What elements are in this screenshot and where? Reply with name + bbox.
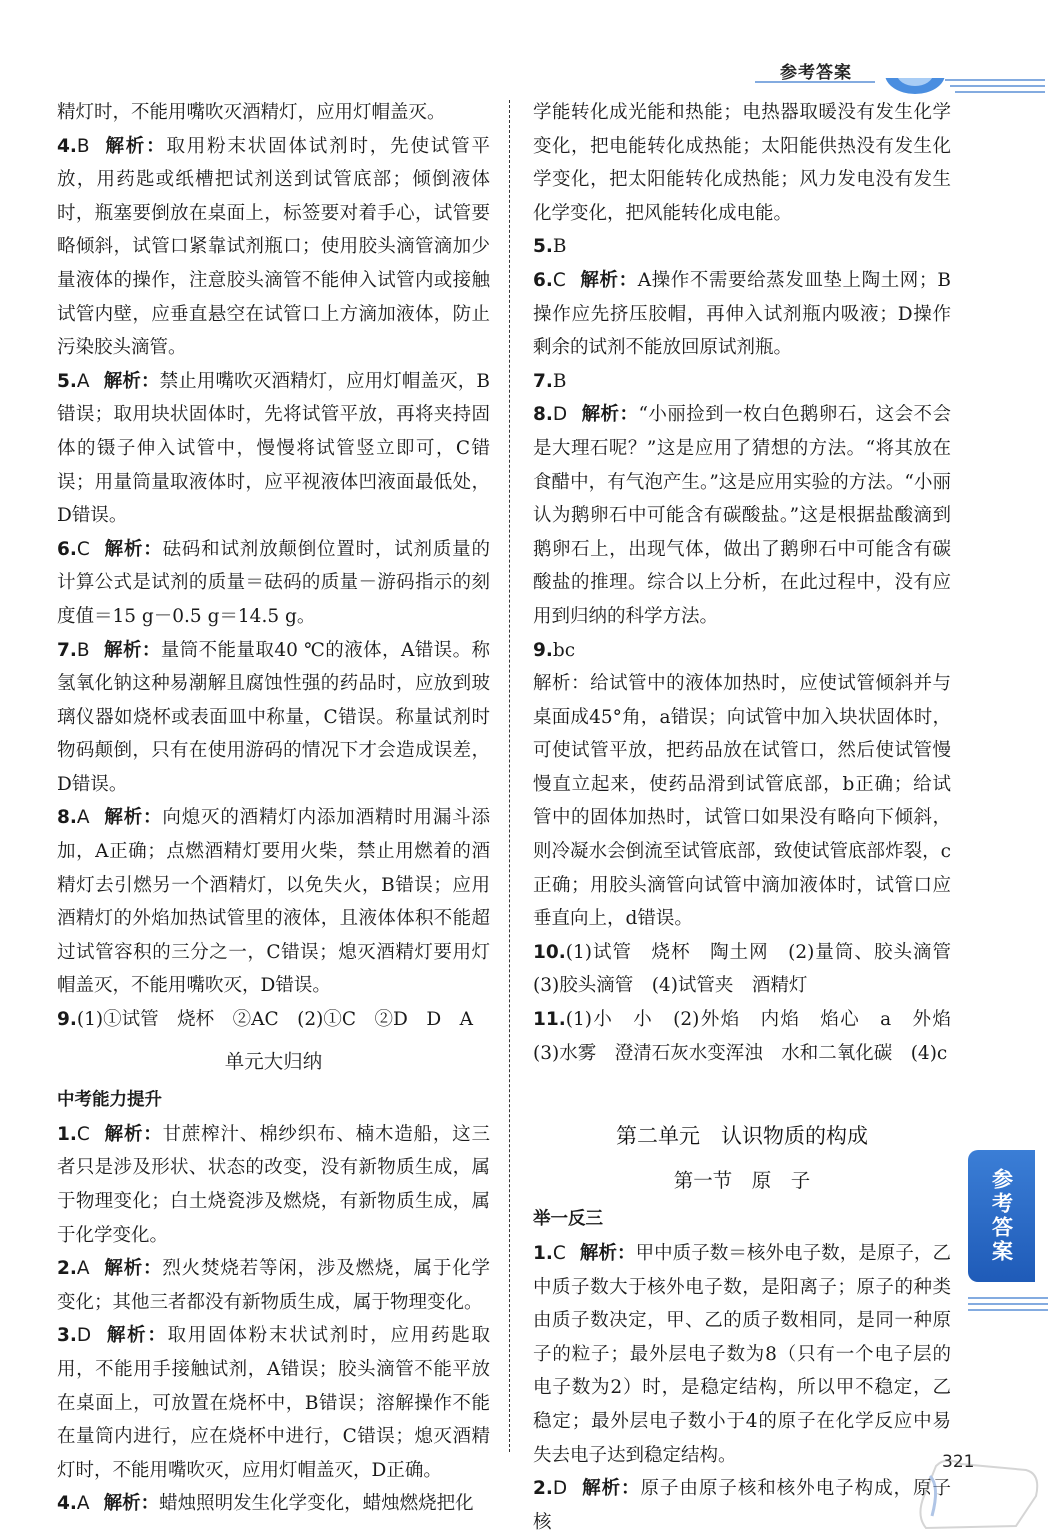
item-answer: D (76, 1325, 92, 1347)
answer-item (57, 1003, 490, 1037)
section-title: 单元大归纳 (224, 1049, 323, 1073)
item-number: 11. (533, 1009, 566, 1031)
item-analysis-label: 解析： (103, 807, 163, 829)
item-analysis-label: 解析： (579, 1243, 636, 1264)
item-analysis-text: 取用固体粉末状试剂时，应用药匙取用，不能用手接触试剂，A错误；胶头滴管不能平放在桌面上，可放置在烧杯中，B错误；溶解操作不能在量筒内进行，应在烧杯中进行，C错误；熄灭酒精灯时，不能用嘴吹灭，应用灯帽盖灭，D正确。 (57, 1325, 490, 1481)
item-answer: C (552, 1243, 566, 1264)
item-number: 5. (533, 236, 553, 258)
answer-item (57, 365, 490, 533)
column-divider (509, 100, 510, 1452)
item-number: 4. (57, 1493, 77, 1515)
item-answer-text: (1)小 小 (2)外焰 内焰 焰心 a 外焰 (3)水雾 澄清石灰水变浑浊 水和二氧化碳 (4)c (533, 1009, 970, 1064)
continued-text: 精灯时，不能用嘴吹灭酒精灯，应用灯帽盖灭。 (57, 102, 446, 123)
answer-item (533, 634, 951, 668)
item-analysis-label: 解析： (103, 639, 161, 661)
item-number: 7. (57, 639, 77, 661)
item-number: 1. (57, 1123, 77, 1145)
continued-text: 解析：给试管中的液体加热时，应使试管倾斜并与桌面成45°角，a错误；向试管中加入块状固体时，可使试管平放，把药品放在试管口，然后使试管慢慢直立起来，使药品滑到试管底部，b正确；给试管中的固体加热时，试管口如果没有略向下倾斜，则冷凝水会倒流至试管底部，致使试管底部炸裂，c正确；用胶头滴管向试管中滴加液体时，试管口应垂直向上，d错误。 (533, 673, 951, 930)
item-answer-text: (1)①试管 烧杯 ②AC (2)①C ②D D A (76, 1009, 474, 1031)
item-number: 7. (533, 370, 553, 392)
item-analysis-label: 解析： (103, 1493, 160, 1515)
item-answer-text: B (552, 236, 567, 258)
answer-item (533, 1003, 970, 1070)
item-analysis-text: 烈火焚烧若等闲，涉及燃烧，属于化学变化；其他三者都没有新物质生成，属于物理变化。 (57, 1258, 490, 1313)
item-answer-text: (1)试管 烧杯 陶土网 (2)量筒、胶头滴管 (3)胶头滴管 (4)试管夹 酒精灯 (533, 941, 970, 997)
item-answer: D (552, 1478, 568, 1500)
answer-item (533, 398, 951, 633)
item-answer: A (76, 807, 90, 829)
item-answer: A (76, 1258, 90, 1280)
answer-item (533, 264, 951, 365)
answer-item (57, 130, 490, 365)
item-analysis-label: 解析： (105, 1325, 168, 1347)
item-analysis-text: 量筒不能量取40 ℃的液体，A错误。称氢氧化钠这种易潮解且腐蚀性强的药品时，应放到玻璃仪器如烧杯或表面皿中称量，C错误。称量试剂时物码颠倒，只有在使用游码的情况下才会造成误差，D错误。 (57, 639, 490, 795)
side-tab-rule-icon (968, 1296, 1048, 1316)
item-analysis-text: 禁止用嘴吹灭酒精灯，应用灯帽盖灭，B错误；取用块状固体时，先将试管平放，再将夹持固体的镊子伸入试管中，慢慢将试管竖立即可，C错误；用量筒量取液体时，应平视液体凹液面最低处，D错误。 (57, 370, 490, 527)
item-analysis-text: A操作不需要给蒸发皿垫上陶土网；B操作应先挤压胶帽，再伸入试剂瓶内吸液；D操作剩余的试剂不能放回原试剂瓶。 (533, 269, 951, 359)
answer-item (57, 1319, 490, 1487)
answer-item (57, 533, 490, 634)
item-analysis-label: 解析： (581, 404, 639, 426)
answer-item (57, 1118, 490, 1252)
header-label: 参考答案 (780, 63, 852, 83)
chapter-title: 第二单元 认识物质的构成 (616, 1124, 868, 1149)
item-answer-text: B (552, 370, 567, 392)
item-analysis-text: 向熄灭的酒精灯内添加酒精时用漏斗添加，A正确；点燃酒精灯要用火柴，禁止用燃着的酒精灯去引燃另一个酒精灯，以免失火，B错误；应用酒精灯的外焰加热试管里的液体，且液体体积不能超过试管容积的三分之一，C错误；熄灭酒精灯要用灯帽盖灭，不能用嘴吹灭，D错误。 (57, 807, 490, 997)
item-answer: B (76, 639, 90, 661)
item-analysis-label: 解析： (581, 1478, 641, 1500)
answer-item (57, 1252, 490, 1319)
section-title: 第一节 原 子 (673, 1168, 811, 1192)
item-number: 8. (57, 807, 77, 829)
answer-item (533, 936, 970, 1003)
item-number: 9. (57, 1009, 77, 1031)
item-analysis-label: 解析： (579, 269, 638, 291)
left-column (57, 96, 490, 1521)
item-number: 2. (57, 1258, 77, 1280)
subsection-title: 举一反三 (533, 1209, 603, 1230)
item-analysis-text: 砝码和试剂放颠倒位置时，试剂质量的计算公式是试剂的质量＝砝码的质量－游码指示的刻度值＝15 g－0.5 g＝14.5 g。 (57, 538, 490, 627)
answer-item (57, 634, 490, 802)
item-analysis-text: 甘蔗榨汁、棉纱织布、楠木造船，这三者只是涉及形状、状态的改变，没有新物质生成，属于物理变化；白土烧瓷涉及燃烧，有新物质生成，属于化学变化。 (57, 1123, 490, 1246)
item-number: 10. (533, 941, 566, 963)
answer-item (533, 1237, 951, 1472)
page-header (700, 44, 1051, 94)
item-answer: C (76, 538, 90, 560)
item-analysis-text: 原子由原子核和核外电子构成，原子核 (533, 1478, 951, 1533)
page-number: 321 (942, 1452, 975, 1472)
item-number: 6. (533, 269, 553, 291)
item-answer: A (76, 1493, 90, 1515)
item-number: 5. (57, 370, 77, 392)
item-analysis-text: 蜡烛照明发生化学变化，蜡烛燃烧把化 (159, 1493, 474, 1515)
item-number: 9. (533, 639, 553, 661)
subsection-title: 中考能力提升 (57, 1090, 162, 1111)
item-number: 1. (533, 1243, 553, 1264)
item-answer: A (76, 370, 90, 392)
item-number: 4. (57, 135, 77, 157)
item-analysis-text: 甲中质子数＝核外电子数，是原子，乙中质子数大于核外电子数，是阳离子；原子的种类由质子数决定，甲、乙的质子数相同，是同一种原子的粒子；最外层电子数为8（只有一个电子层的电子数为2）时，是稳定结构，所以甲不稳定，乙稳定；最外层电子数小于4的原子在化学反应中易失去电子达到稳定结构。 (533, 1243, 951, 1466)
item-number: 3. (57, 1325, 77, 1347)
item-analysis-label: 解析： (103, 370, 160, 392)
answer-item (533, 230, 951, 264)
item-number: 8. (533, 404, 553, 426)
item-number: 6. (57, 538, 77, 560)
item-analysis-label: 解析： (103, 538, 163, 560)
side-tab-answers[interactable]: 参考答案 (968, 1150, 1035, 1282)
item-analysis-label: 解析： (103, 1123, 163, 1145)
answer-item (57, 1487, 490, 1521)
answer-item (533, 365, 951, 399)
watermark-logo-icon (866, 1456, 1046, 1534)
item-number: 2. (533, 1478, 553, 1500)
item-answer: C (552, 269, 566, 291)
item-answer: B (76, 135, 90, 157)
item-analysis-label: 解析： (103, 135, 167, 157)
item-answer-text: bc (552, 639, 576, 661)
answer-item (57, 801, 490, 1003)
item-analysis-text: 取用粉末状固体试剂时，先使试管平放，用药匙或纸槽把试剂送到试管底部；倾倒液体时，瓶塞要倒放在桌面上，标签要对着手心，试管要略倾斜，试管口紧靠试剂瓶口；使用胶头滴管滴加少量液体的操作，注意胶头滴管不能伸入试管内或接触试管内壁，应垂直悬空在试管口上方滴加液体，防止污染胶头滴管。 (57, 135, 490, 359)
spacer (533, 1070, 951, 1114)
continued-text: 学能转化成光能和热能；电热器取暖没有发生化学变化，把电能转化成热能；太阳能供热没有发生化学变化，把太阳能转化成热能；风力发电没有发生化学变化，把风能转化成电能。 (533, 102, 951, 224)
item-answer: C (76, 1123, 90, 1145)
item-analysis-text: “小丽捡到一枚白色鹅卵石，这会不会是大理石呢？”这是应用了猜想的方法。“将其放在食醋中，有气泡产生。”这是应用实验的方法。“小丽认为鹅卵石中可能含有碳酸盐。”这是根据盐酸滴到鹅卵石上，出现气体，做出了鹅卵石中可能含有碳酸盐的推理。综合以上分析，在此过程中，没有应用到归纳的科学方法。 (533, 404, 951, 627)
item-analysis-label: 解析： (103, 1258, 163, 1280)
item-answer: D (552, 404, 568, 426)
